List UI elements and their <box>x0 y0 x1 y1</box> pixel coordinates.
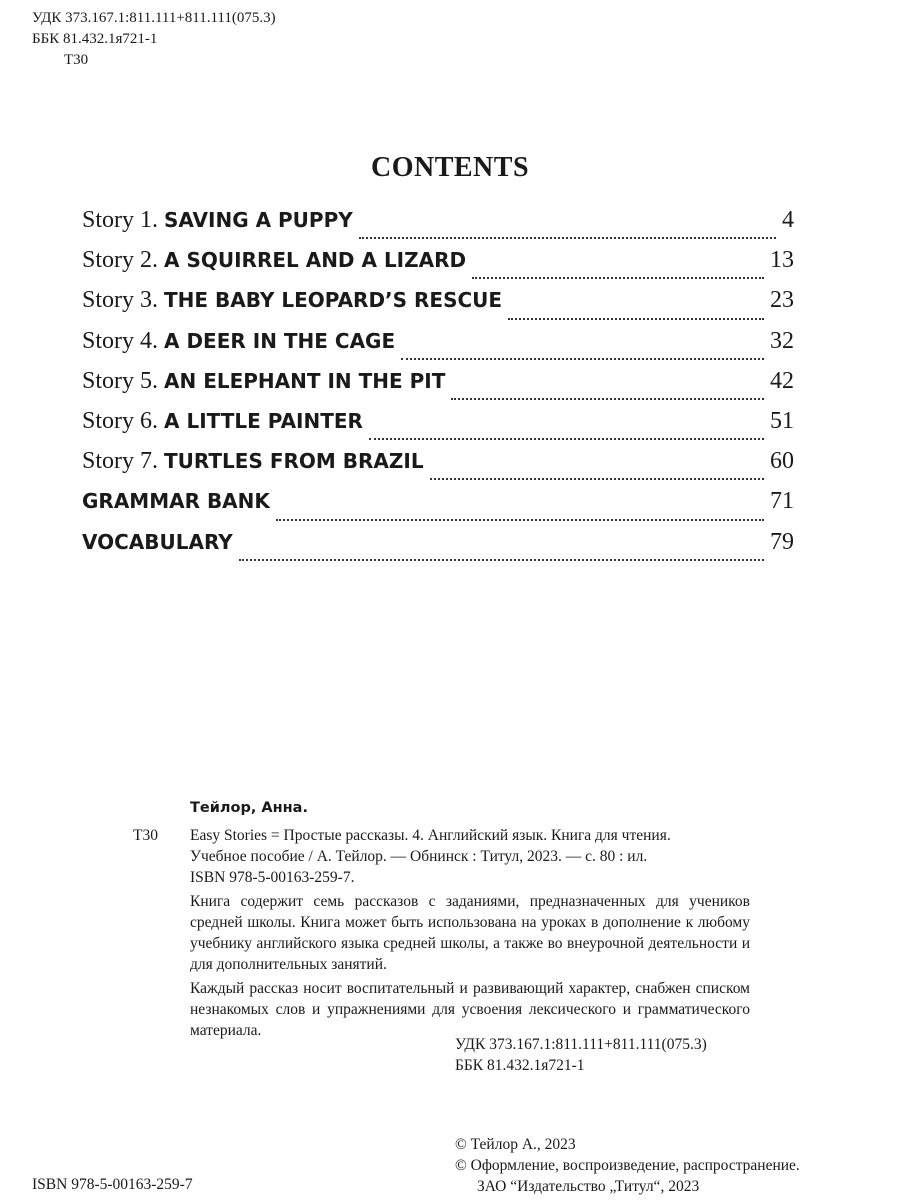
toc-story-number: Story 5. <box>82 367 165 394</box>
toc-story-number: Story 6. <box>82 407 165 434</box>
biblio-annotation-1: Книга содержит семь рассказов с заданиями, предназначенных для учеников средней школы. Книга может быть использована на уроках в дополнение к любому учебнику английского языка средней школы, а также во внеурочной деятельности и для дополнительных занятий. <box>190 893 750 973</box>
toc-entry <box>82 448 794 488</box>
toc-entry <box>82 207 794 247</box>
biblio-code: Т30 <box>133 827 158 844</box>
toc-title: AN ELEPHANT IN THE PIT <box>164 368 446 393</box>
copyright-publisher: ЗАО “Издательство „Титул“, 2023 <box>477 1178 700 1195</box>
biblio-annotation-2: Каждый рассказ носит воспитательный и развивающий характер, снабжен списком незнакомых слов и упражнениями для усвоения лексического и грамматического материала. <box>190 980 750 1039</box>
toc-title: A DEER IN THE CAGE <box>164 328 396 353</box>
toc-title: TURTLES FROM BRAZIL <box>164 449 424 474</box>
toc-page-number: 42 <box>770 367 794 394</box>
toc-title: A LITTLE PAINTER <box>164 408 363 433</box>
toc-page-number: 13 <box>770 247 794 274</box>
toc-entry <box>82 247 794 287</box>
table-of-contents <box>82 207 794 569</box>
toc-page-number: 79 <box>770 528 794 555</box>
biblio-isbn: ISBN 978-5-00163-259-7. <box>190 869 355 886</box>
toc-title: SAVING A PUPPY <box>164 208 353 232</box>
toc-story-number: Story 2. <box>82 247 165 274</box>
copyright-author: © Тейлор А., 2023 <box>455 1136 576 1153</box>
copyright-block <box>455 1134 800 1197</box>
toc-title: GRAMMAR BANK <box>82 489 270 514</box>
toc-page-number: 60 <box>770 448 794 475</box>
classification-block <box>32 8 276 71</box>
biblio-body <box>190 825 750 1041</box>
toc-page-number: 4 <box>782 207 794 233</box>
toc-page-number: 23 <box>770 287 794 314</box>
toc-dot-leader <box>451 397 764 400</box>
toc-dot-leader <box>430 477 764 480</box>
toc-story-number: Story 1. <box>82 207 165 233</box>
toc-page-number: 51 <box>770 407 794 434</box>
toc-entry <box>82 408 794 448</box>
toc-dot-leader <box>401 357 764 360</box>
isbn-bottom: ISBN 978-5-00163-259-7 <box>32 1176 193 1193</box>
toc-entry <box>82 488 794 528</box>
toc-title: VOCABULARY <box>82 529 233 554</box>
toc-story-number: Story 7. <box>82 448 165 475</box>
biblio-line-1: Easy Stories = Простые рассказы. 4. Английский язык. Книга для чтения. <box>190 827 671 844</box>
toc-page-number: 71 <box>770 488 794 515</box>
toc-dot-leader <box>276 518 764 521</box>
toc-entry <box>82 287 794 327</box>
biblio-line-2: Учебное пособие / А. Тейлор. — Обнинск : Титул, 2023. — с. 80 : ил. <box>190 848 648 865</box>
toc-dot-leader <box>359 236 776 239</box>
biblio-classification <box>455 1034 707 1076</box>
udk-code: УДК 373.167.1:811.111+811.111(075.3) <box>32 10 276 26</box>
biblio-udk: УДК 373.167.1:811.111+811.111(075.3) <box>455 1036 707 1053</box>
toc-entry <box>82 328 794 368</box>
bbk-code: ББК 81.432.1я721-1 <box>32 31 158 47</box>
biblio-author: Тейлор, Анна. <box>190 800 308 816</box>
toc-dot-leader <box>508 317 764 320</box>
toc-story-number: Story 4. <box>82 327 165 354</box>
toc-title: A SQUIRREL AND A LIZARD <box>164 248 467 273</box>
toc-entry <box>82 529 794 569</box>
toc-dot-leader <box>472 276 764 279</box>
copyright-design: © Оформление, воспроизведение, распространение. <box>455 1157 800 1174</box>
author-code: Т30 <box>64 52 89 68</box>
toc-page-number: 32 <box>770 327 794 354</box>
biblio-bbk: ББК 81.432.1я721-1 <box>455 1057 585 1074</box>
toc-dot-leader <box>369 437 764 440</box>
contents-title: CONTENTS <box>370 152 530 183</box>
toc-dot-leader <box>239 558 764 561</box>
toc-title: THE BABY LEOPARD’S RESCUE <box>164 288 503 313</box>
toc-entry <box>82 368 794 408</box>
toc-story-number: Story 3. <box>82 287 165 314</box>
